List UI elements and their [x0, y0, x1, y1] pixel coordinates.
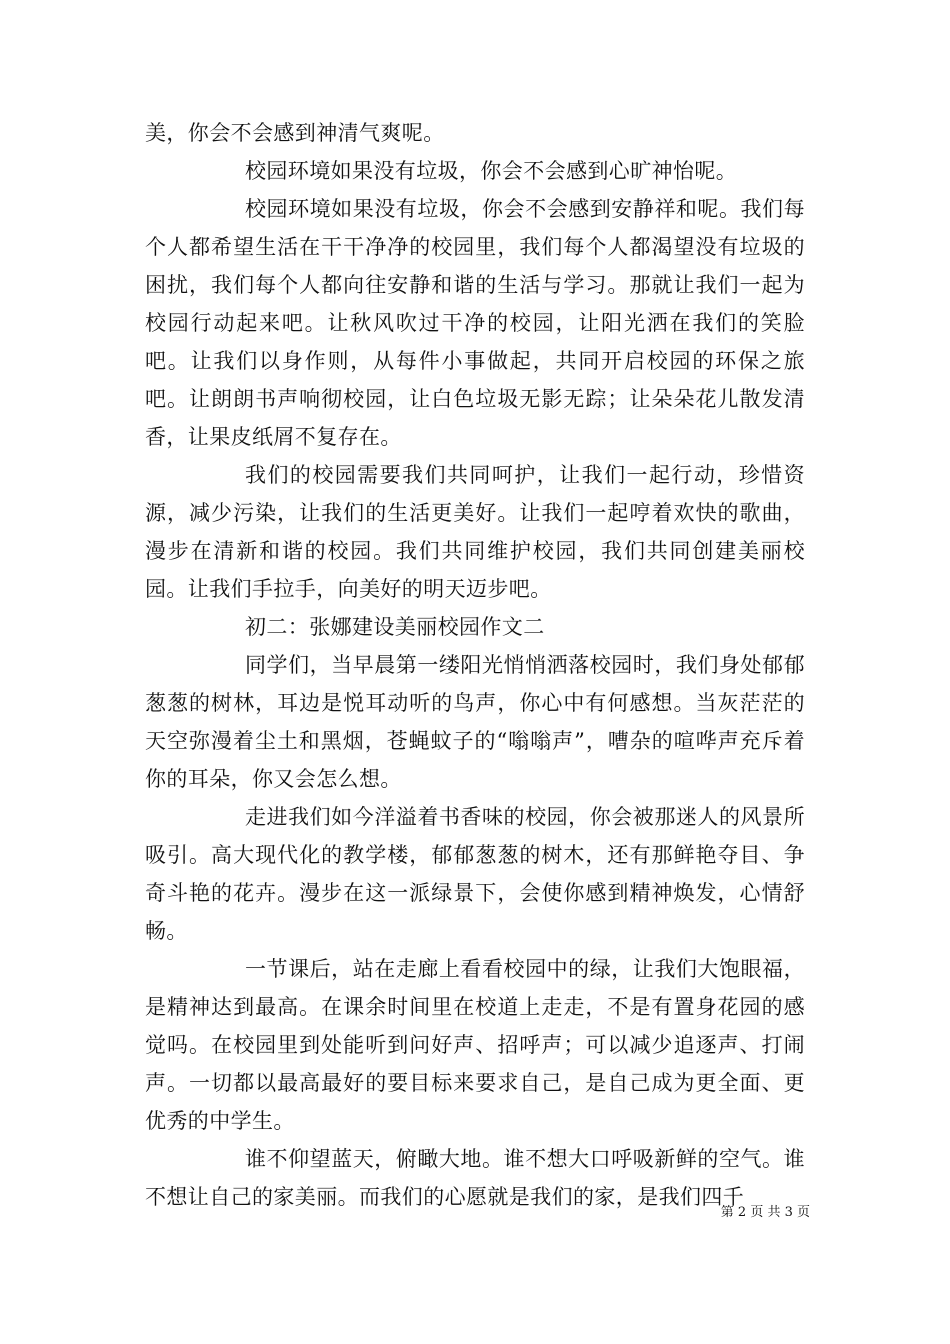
paragraph: 同学们，当早晨第一缕阳光悄悄洒落校园时，我们身处郁郁葱葱的树林，耳边是悦耳动听的鸟声，你心中有何感想。当灰茫茫的天空弥漫着尘土和黑烟，苍蝇蚊子的“嗡嗡声”，嘈杂的喧哗声充斥着你的耳朵，你又会怎么想。	[145, 653, 805, 791]
paragraph: 谁不仰望蓝天，俯瞰大地。谁不想大口呼吸新鲜的空气。谁不想让自己的家美丽。而我们的心愿就是我们的家，是我们四千	[145, 1147, 805, 1209]
section-heading: 初二：张娜建设美丽校园作文二	[245, 615, 545, 639]
paragraph: 校园环境如果没有垃圾，你会不会感到心旷神怡呢。	[245, 159, 738, 183]
paragraph: 我们的校园需要我们共同呵护，让我们一起行动，珍惜资源，减少污染，让我们的生活更美好。让我们一起哼着欢快的歌曲，漫步在清新和谐的校园。我们共同维护校园，我们共同创建美丽校园。让我们手拉手，向美好的明天迈步吧。	[145, 463, 805, 601]
page-number-footer: 第 2 页 共 3 页	[720, 1205, 810, 1220]
paragraph: 一节课后，站在走廊上看看校园中的绿，让我们大饱眼福，是精神达到最高。在课余时间里在校道上走走，不是有置身花园的感觉吗。在校园里到处能听到问好声、招呼声；可以减少追逐声、打闹声。一切都以最高最好的要目标来要求自己，是自己成为更全面、更优秀的中学生。	[145, 957, 805, 1133]
paragraph: 校园环境如果没有垃圾，你会不会感到安静祥和呢。我们每个人都希望生活在干干净净的校园里，我们每个人都渴望没有垃圾的困扰，我们每个人都向往安静和谐的生活与学习。那就让我们一起为校园行动起来吧。让秋风吹过干净的校园，让阳光洒在我们的笑脸吧。让我们以身作则，从每件小事做起，共同开启校园的环保之旅吧。让朗朗书声响彻校园，让白色垃圾无影无踪；让朵朵花儿散发清香，让果皮纸屑不复存在。	[145, 197, 805, 449]
paragraph: 走进我们如今洋溢着书香味的校园，你会被那迷人的风景所吸引。高大现代化的教学楼，郁郁葱葱的树木，还有那鲜艳夺目、争奇斗艳的花卉。漫步在这一派绿景下，会使你感到精神焕发，心情舒畅。	[145, 805, 805, 943]
paragraph: 美，你会不会感到神清气爽呢。	[145, 121, 445, 145]
document-body	[145, 114, 805, 1216]
